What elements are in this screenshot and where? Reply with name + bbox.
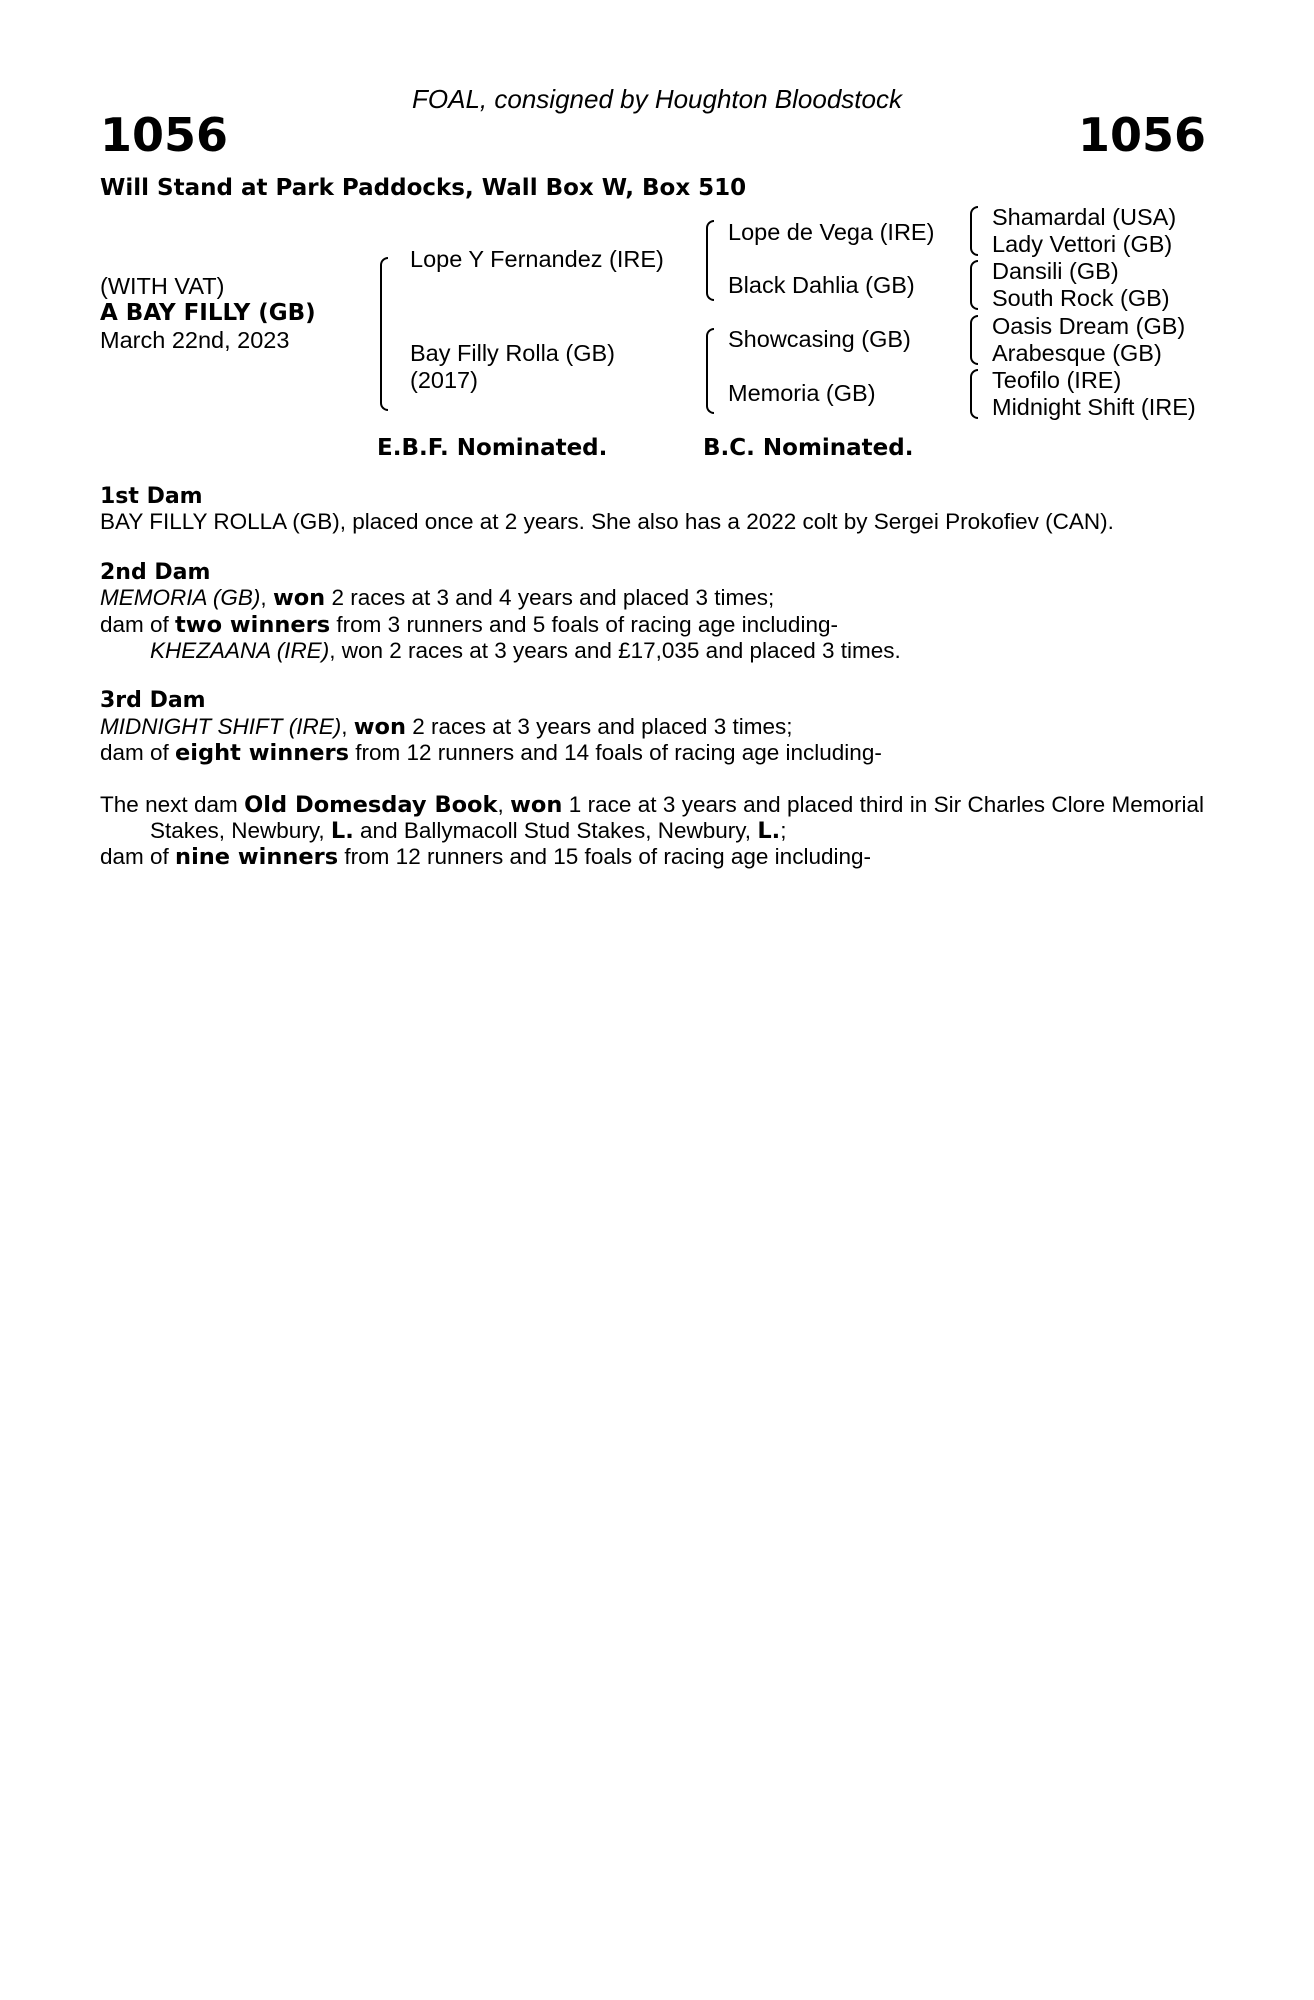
lot-number-left: 1056 xyxy=(100,108,229,162)
sire-sire: Lope de Vega (IRE) xyxy=(728,219,935,245)
dam-dam-dam: Midnight Shift (IRE) xyxy=(992,394,1196,420)
lot-name: A BAY FILLY (GB) xyxy=(100,300,316,326)
pedigree-brace-3b xyxy=(970,260,978,310)
second-dam-heading: 2nd Dam xyxy=(100,559,211,585)
bc-nominated: B.C. Nominated. xyxy=(703,435,914,461)
sire-dam-dam: South Rock (GB) xyxy=(992,285,1170,311)
second-dam-produce: KHEZAANA (IRE), won 2 races at 3 years and £17,035 and placed 3 times. xyxy=(150,638,901,664)
pedigree-brace-3c xyxy=(970,315,978,365)
third-dam-line-2: dam of eight winners from 12 runners and 14 foals of racing age including- xyxy=(100,740,882,767)
pedigree-brace-3a xyxy=(970,206,978,256)
next-dam-line-2: dam of nine winners from 12 runners and 15 foals of racing age including- xyxy=(100,844,871,871)
lot-number-right: 1056 xyxy=(1077,108,1206,162)
ebf-nominated: E.B.F. Nominated. xyxy=(377,435,608,461)
pedigree-brace-dam xyxy=(706,328,714,414)
pedigree-brace-3d xyxy=(970,369,978,419)
dam-year: (2017) xyxy=(410,367,478,393)
sire-sire-dam: Lady Vettori (GB) xyxy=(992,231,1173,257)
next-dam-line-1: The next dam Old Domesday Book, won 1 race at 3 years and placed third in Sir Charles Clore Memorial Stakes, Newbury, L. and Ballymacoll Stud Stakes, Newbury, L.; xyxy=(100,791,1204,845)
consignor-line: FOAL, consigned by Houghton Bloodstock xyxy=(412,84,902,114)
first-dam-heading: 1st Dam xyxy=(100,484,203,509)
dam-sire-sire: Oasis Dream (GB) xyxy=(992,313,1186,339)
dam-sire: Showcasing (GB) xyxy=(728,326,911,352)
catalogue-body xyxy=(100,484,1204,871)
dam-dam-sire: Teofilo (IRE) xyxy=(992,367,1122,393)
sire-name: Lope Y Fernandez (IRE) xyxy=(410,246,664,272)
vat-note: (WITH VAT) xyxy=(100,273,225,299)
third-dam-heading: 3rd Dam xyxy=(100,688,206,714)
sire-dam-sire: Dansili (GB) xyxy=(992,258,1119,284)
sire-sire-sire: Shamardal (USA) xyxy=(992,204,1177,230)
dam-name: Bay Filly Rolla (GB) xyxy=(410,340,616,366)
second-dam-line-2: dam of two winners from 3 runners and 5 foals of racing age including- xyxy=(100,611,838,638)
pedigree-brace-sire xyxy=(706,220,714,301)
stand-location: Will Stand at Park Paddocks, Wall Box W, Box 510 xyxy=(100,175,747,201)
dam-dam: Memoria (GB) xyxy=(728,380,876,406)
dam-sire-dam: Arabesque (GB) xyxy=(992,340,1162,366)
third-dam-line-1: MIDNIGHT SHIFT (IRE), won 2 races at 3 years and placed 3 times; xyxy=(100,713,793,740)
sire-dam: Black Dahlia (GB) xyxy=(728,272,915,298)
pedigree-brace-1 xyxy=(380,257,388,411)
date-of-birth: March 22nd, 2023 xyxy=(100,327,290,353)
first-dam-text: BAY FILLY ROLLA (GB), placed once at 2 years. She also has a 2022 colt by Sergei Prokofiev (CAN). xyxy=(100,509,1114,535)
second-dam-line-1: MEMORIA (GB), won 2 races at 3 and 4 years and placed 3 times; xyxy=(100,585,775,612)
